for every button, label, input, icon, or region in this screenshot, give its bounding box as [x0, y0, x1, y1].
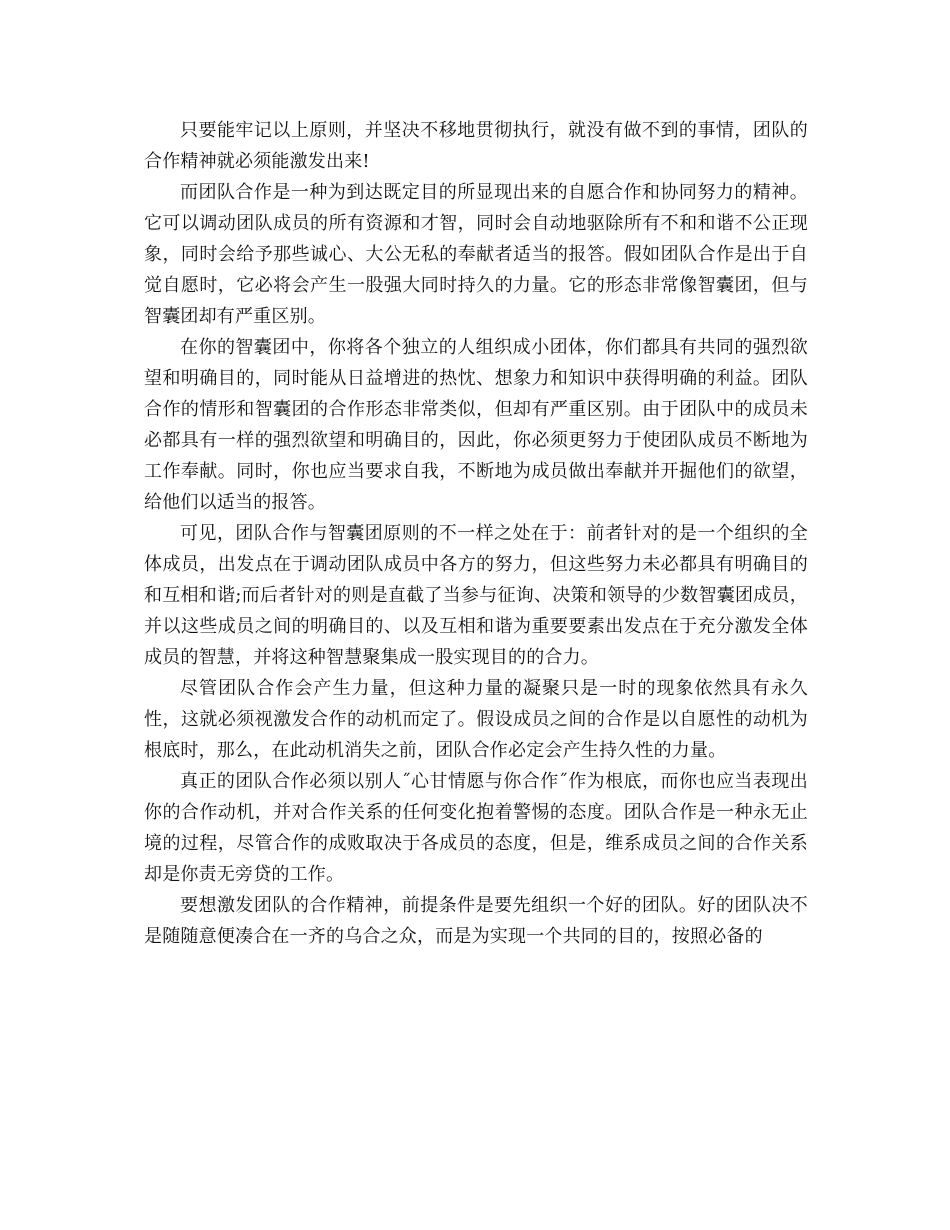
paragraph-7: 要想激发团队的合作精神，前提条件是要先组织一个好的团队。好的团队决不是随随意便凑合在一齐的乌合之众，而是为实现一个共同的目的，按照必备的 [144, 895, 808, 947]
paragraph-1: 只要能牢记以上原则，并坚决不移地贯彻执行，就没有做不到的事情，团队的合作精神就必须能激发出来! [144, 120, 808, 172]
paragraph-6: 真正的团队合作必须以别人˝心甘情愿与你合作˝作为根底，而你也应当表现出你的合作动机，并对合作关系的任何变化抱着警惕的态度。团队合作是一种永无止境的过程，尽管合作的成败取决于各成员的态度，但是，维系成员之间的合作关系却是你责无旁贷的工作。 [144, 771, 808, 885]
document-body [144, 115, 808, 952]
paragraph-4: 可见，团队合作与智囊团原则的不一样之处在于：前者针对的是一个组织的全体成员，出发点在于调动团队成员中各方的努力，但这些努力未必都具有明确目的和互相和谐;而后者针对的则是直截了当参与征询、决策和领导的少数智囊团成员，并以这些成员之间的明确目的、以及互相和谐为重要要素出发点在于充分激发全体成员的智慧，并将这种智慧聚集成一股实现目的的合力。 [144, 523, 808, 668]
paragraph-3: 在你的智囊团中，你将各个独立的人组织成小团体，你们都具有共同的强烈欲望和明确目的，同时能从日益增进的热忱、想象力和知识中获得明确的利益。团队合作的情形和智囊团的合作形态非常类似，但却有严重区别。由于团队中的成员未必都具有一样的强烈欲望和明确目的，因此，你必须更努力于使团队成员不断地为工作奉献。同时，你也应当要求自我，不断地为成员做出奉献并开掘他们的欲望，给他们以适当的报答。 [144, 337, 808, 513]
paragraph-2: 而团队合作是一种为到达既定目的所显现出来的自愿合作和协同努力的精神。它可以调动团队成员的所有资源和才智，同时会自动地驱除所有不和和谐不公正现象，同时会给予那些诚心、大公无私的奉献者适当的报答。假如团队合作是出于自觉自愿时，它必将会产生一股强大同时持久的力量。它的形态非常像智囊团，但与智囊团却有严重区别。 [144, 182, 808, 327]
paragraph-5: 尽管团队合作会产生力量，但这种力量的凝聚只是一时的现象依然具有永久性，这就必须视激发合作的动机而定了。假设成员之间的合作是以自愿性的动机为根底时，那么，在此动机消失之前，团队合作必定会产生持久性的力量。 [144, 678, 808, 761]
